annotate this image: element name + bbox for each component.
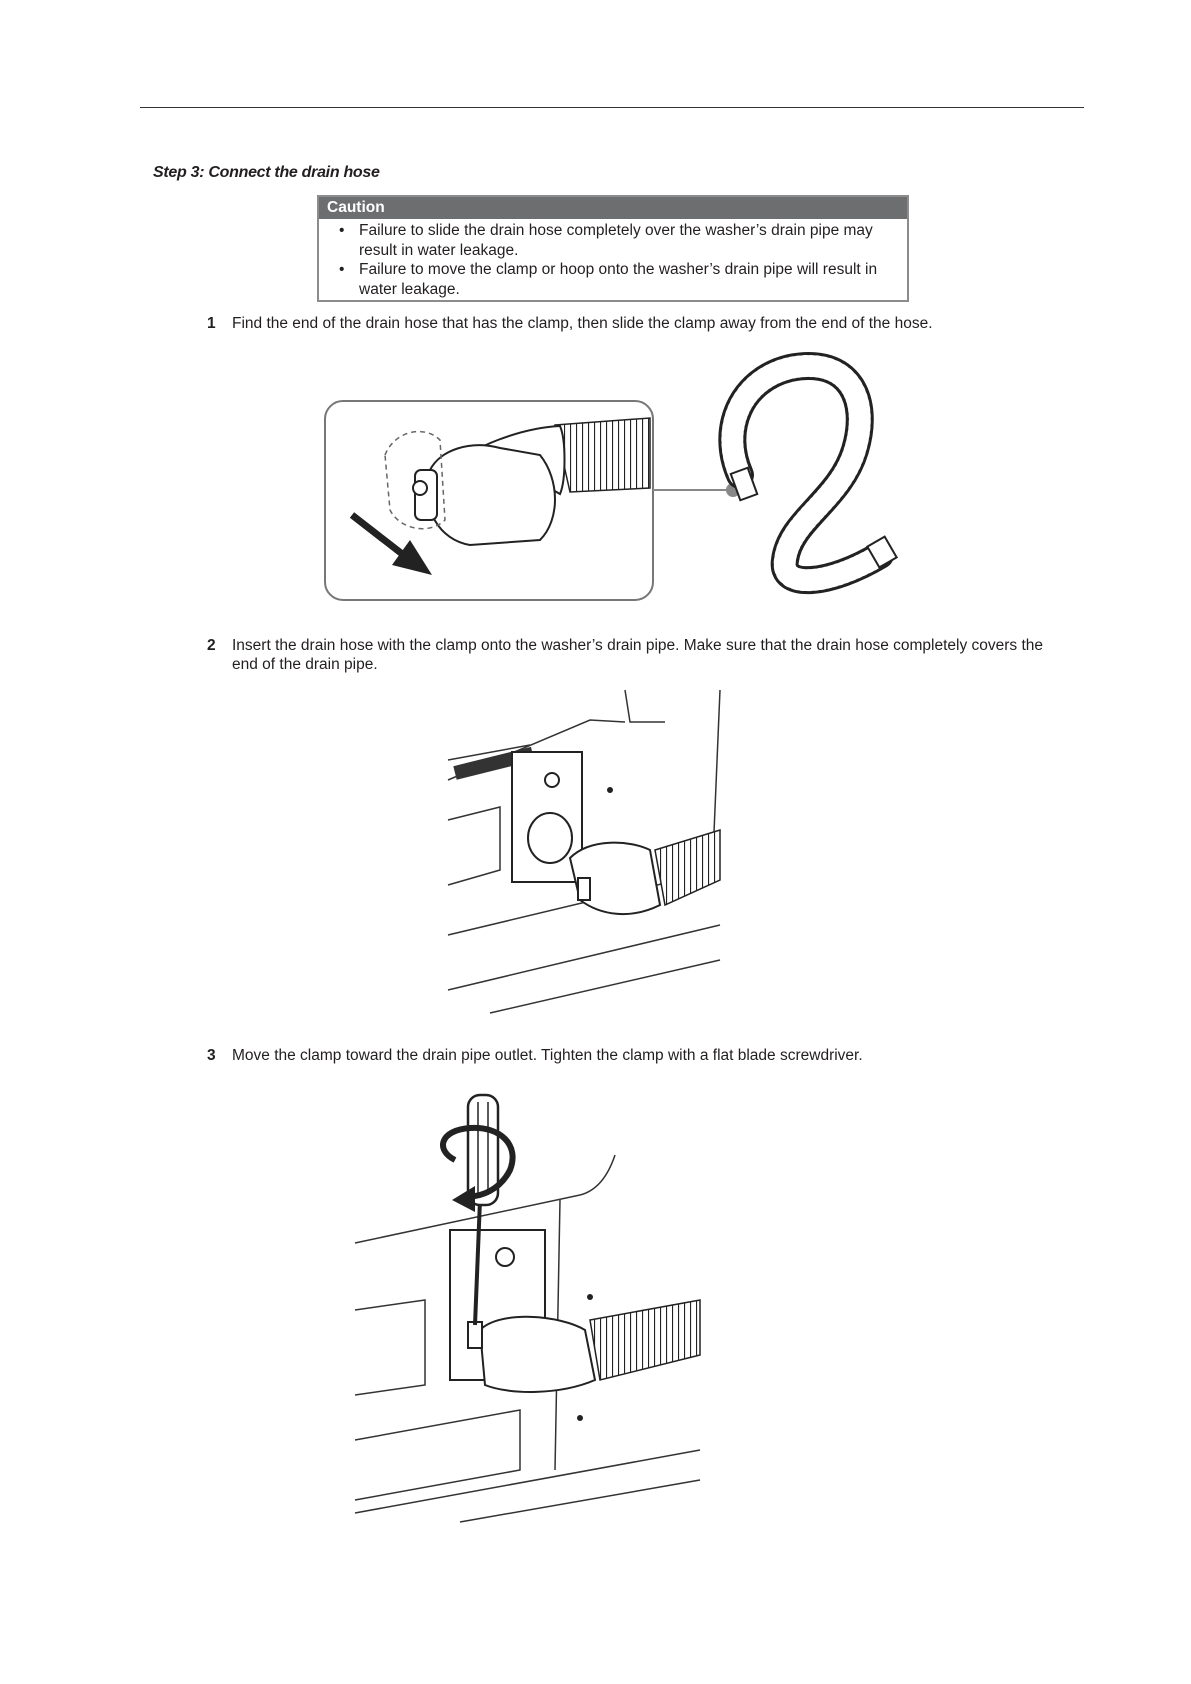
- step-text: Find the end of the drain hose that has the clamp, then slide the clamp away from the end of the hose.: [232, 315, 933, 332]
- detail-callout-box: [325, 401, 653, 600]
- caution-title: Caution: [319, 197, 907, 219]
- caution-box: [317, 195, 909, 302]
- clamp-icon: [415, 470, 437, 520]
- ribbed-hose-segment: [555, 418, 650, 492]
- dashed-pipe-outline: [385, 432, 445, 529]
- instruction-step-3: [207, 1047, 1027, 1066]
- clamp-icon: [578, 878, 590, 900]
- bullet-icon: •: [339, 222, 345, 239]
- drain-pipe: [528, 813, 572, 863]
- screwdriver-icon: [475, 1200, 480, 1325]
- coiled-hose: [732, 366, 880, 580]
- instruction-step-1: [207, 315, 1027, 334]
- step-number: 3: [207, 1047, 216, 1064]
- hose-elbow: [455, 426, 565, 494]
- step-number: 2: [207, 637, 216, 654]
- clamp-icon: [468, 1322, 482, 1348]
- rotate-arrow-icon: [443, 1128, 513, 1196]
- step-text: Move the clamp toward the drain pipe outlet. Tighten the clamp with a flat blade screwdriver.: [232, 1047, 863, 1064]
- caution-item: [319, 221, 907, 260]
- step-heading: Step 3: Connect the drain hose: [153, 164, 380, 181]
- connector-dot: [726, 483, 740, 497]
- figure-2-hose-on-pipe: [448, 690, 720, 1013]
- bullet-icon: •: [339, 261, 345, 278]
- step-text: Insert the drain hose with the clamp onto the washer’s drain pipe. Make sure that the drain hose completely covers the end of the drain pipe.: [232, 637, 1044, 673]
- slide-arrow-icon: [352, 515, 410, 560]
- caution-list: [319, 219, 907, 299]
- header-rule: [140, 107, 1084, 108]
- caution-item-text: Failure to move the clamp or hoop onto the washer’s drain pipe will result in water leakage.: [359, 261, 878, 298]
- caution-item: [319, 260, 907, 299]
- instruction-step-2: [207, 637, 1062, 674]
- caution-item-text: Failure to slide the drain hose completely over the washer’s drain pipe may result in water leakage.: [359, 222, 873, 259]
- figure-3-tighten-clamp: [355, 1095, 700, 1522]
- step-number: 1: [207, 315, 216, 332]
